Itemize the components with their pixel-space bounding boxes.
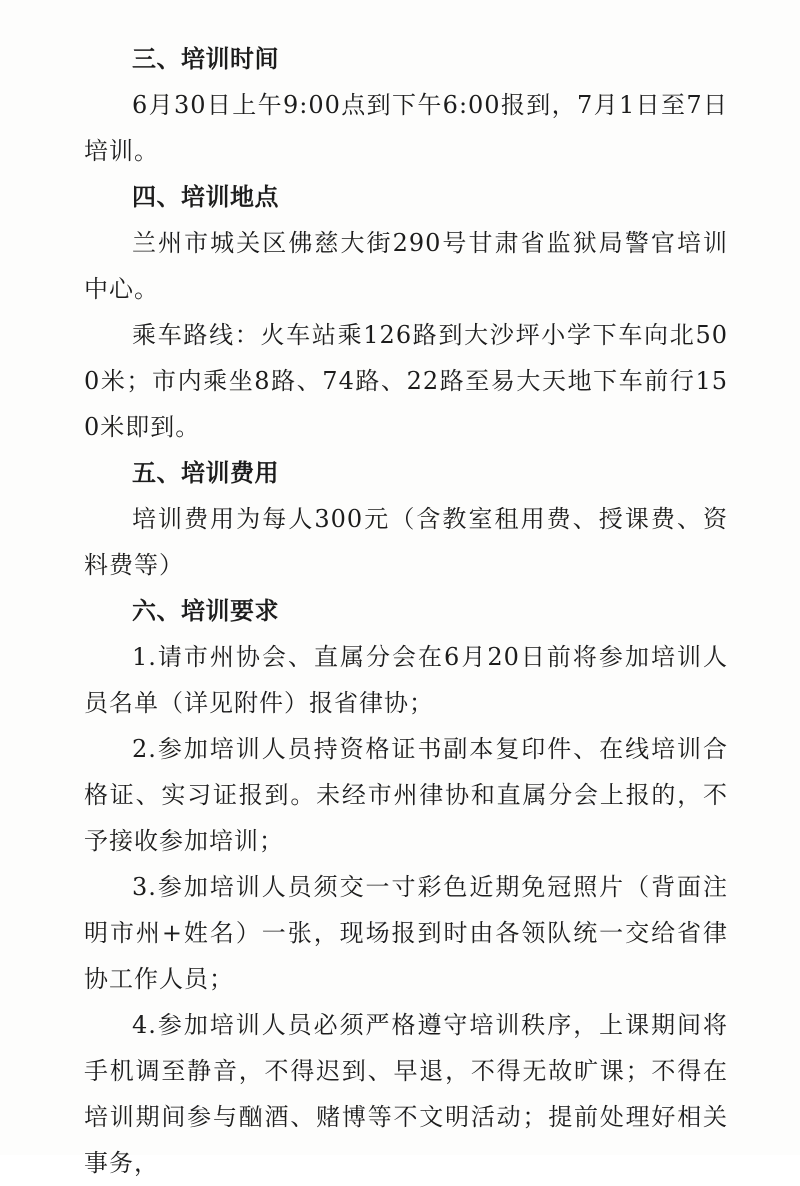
section-heading: 六、培训要求 [132,597,279,625]
paragraph: 6月30日上午9:00点到下午6:00报到，7月1日至7日培训。 [84,91,728,165]
paragraph: 4.参加培训人员必须严格遵守培训秩序，上课期间将手机调至静音，不得迟到、早退，不得无故旷课；不得在培训期间参与酗酒、赌博等不文明活动；提前处理好相关事务， [84,1011,728,1177]
paragraph: 培训费用为每人300元（含教室租用费、授课费、资料费等） [84,505,728,579]
paragraph: 1.请市州协会、直属分会在6月20日前将参加培训人员名单（详见附件）报省律协； [84,643,728,717]
paragraph: 2.参加培训人员持资格证书副本复印件、在线培训合格证、实习证报到。未经市州律协和直属分会上报的，不予接收参加培训； [84,735,728,855]
section-training-location [84,174,728,450]
paragraph: 乘车路线：火车站乘126路到大沙坪小学下车向北500米；市内乘坐8路、74路、22路至易大天地下车前行150米即到。 [84,321,728,441]
section-heading: 五、培训费用 [132,459,279,487]
section-heading: 四、培训地点 [132,183,279,211]
section-heading: 三、培训时间 [132,45,279,73]
section-training-requirements [84,588,728,1186]
paragraph: 兰州市城关区佛慈大街290号甘肃省监狱局警官培训中心。 [84,229,728,303]
section-training-time [84,36,728,174]
section-training-fee [84,450,728,588]
paragraph: 3.参加培训人员须交一寸彩色近期免冠照片（背面注明市州+姓名）一张，现场报到时由各领队统一交给省律协工作人员； [84,873,728,993]
